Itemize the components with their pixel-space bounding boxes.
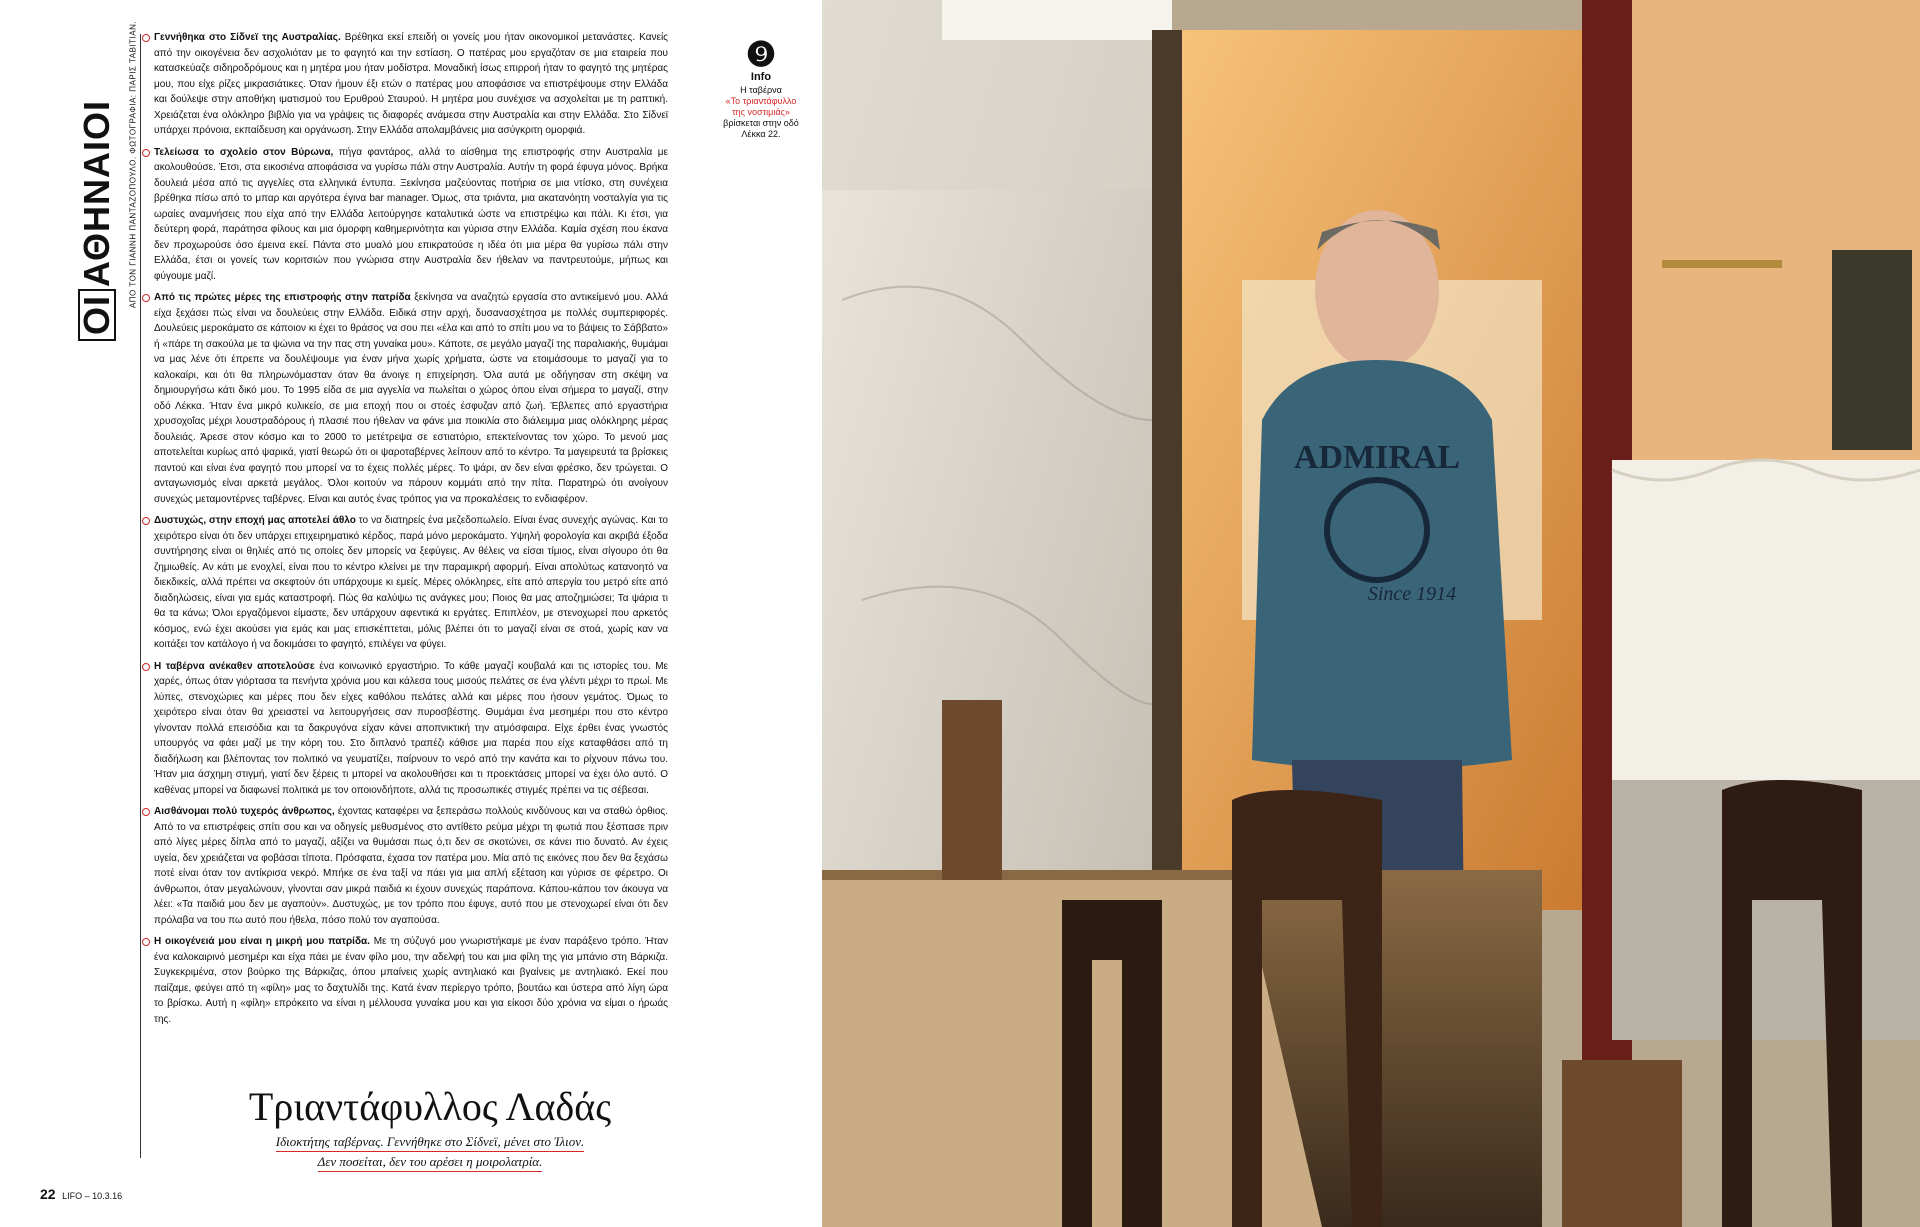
info-label: Info (750, 71, 772, 83)
profile-subtitle-1: Ιδιοκτήτης ταβέρνας. Γεννήθηκε στο Σίδνεϊ, μένει στο Ίλιον. (276, 1132, 585, 1152)
info-line2: βρίσκεται στην οδό Λέκκα 22. (723, 118, 799, 139)
bullet-icon (142, 294, 150, 302)
paragraph-text: ένα κοινωνικό εργαστήριο. Το κάθε μαγαζί κουβαλά και τις ιστορίες του. Με χαρές, όπως όταν γιόρτασα τα πενήντα χρόνια μου και κάλεσα τους μισούς πελάτες σε ένα γλέντι μέχρι το πρωί. Με λύπες, στενοχώριες και μέρες που δεν είχες καθόλου πελάτες αλλά και μέρες που ήσουν γεμάτος. Όμως το χειρότερο είναι όταν θα χρειαστεί να λειτουργήσεις σαν πυροσβέστης. Θυμάμαι ένα μεσημέρι που στο κέντρο γίνονταν πολλά επεισόδια και τα δακρυγόνα είχαν κάνει αποπνικτική την ατμόσφαιρα. Είχε έρθει ένας γνωστός υπουργός να φάει μαζί με την κόρη του. Στο διπλανό τραπέζι κάθισε μια παρέα που είχε καταφθάσει από τη διαδήλωση και βλέποντας τον πολιτικό να γευματίζει, παίρνουν το νερό από την κανάτα και το ρίχνουν πάνω του. Ήταν μια άσχημη στιγμή, γιατί δεν ξέρεις τι μπορεί να ακολουθήσει και τι προεκτάσεις μπορεί να έχει όλο αυτό. Ο καθένας μπορεί να διαφωνεί πολιτικά με τον οποιονδήποτε, αλλά τις προσωπικές στιγμές πρέπει να τις σέβεσαι. (154, 660, 668, 796)
section-title-prefix: ΟΙ (78, 289, 116, 341)
profile-name: Τριαντάφυλλος Λαδάς (248, 1084, 612, 1129)
article-body (142, 30, 668, 1033)
portrait-photo (822, 0, 1920, 1227)
issue-label: LIFO – 10.3.16 (62, 1191, 123, 1201)
section-header (62, 20, 138, 335)
paragraph-text: Βρέθηκα εκεί επειδή οι γονείς μου ήταν οικονομικοί μετανάστες. Κανείς από την οικογένεια δεν ασχολιόταν με το φαγητό και την εστίαση. Ο πατέρας μου εργαζόταν σε μια εταιρεία που κατασκεύαζε σιδηροδρόμους και η μητέρα μου ήταν μοδίστρα. Μοναδική ίσως επιρροή ήταν το φαγητό της μητέρας μου, που είχε ρίζες μικρασιάτικες. Όταν ήμουν έξι ετών ο πατέρας μου αποφάσισε να επιστρέψουμε στην Ελλάδα και δούλεψε στην αποθήκη ιματισμού του Ερυθρού Σταυρού. Η μητέρα μου συνέχισε να ασχολείται με τη ραπτική. Χρειάζεται ένα ολόκληρο βιβλίο για να γράψεις τις διαφορές ανάμεσα στην Αυστραλία και στην Ελλάδα. Στο Σίδνεϊ υπάρχει πρόνοια, εκπαίδευση και οργάνωση. Στην Ελλάδα απολαμβάνεις μια ασύγκριτη ομορφιά. (154, 32, 668, 136)
paragraph-lead: Η ταβέρνα ανέκαθεν αποτελούσε (154, 660, 315, 672)
paragraph-7 (142, 934, 668, 1027)
info-link[interactable]: «Το τριαντάφυλλο της νοστιμιάς» (725, 96, 797, 117)
paragraph-text: πήγα φαντάρος, αλλά το αίσθημα της επιστροφής στην Αυστραλία με ακολουθούσε. Έτσι, στα εικοσιένα αποφάσισα να γυρίσω πάλι στην Αυστραλία. Αυτήν τη φορά έφυγα μόνος. Βρήκα δουλειά μέσα από τις αγγελίες στα ελληνικά έντυπα. Ξεκίνησα μαζεύοντας ποτήρια σε μια ντίσκο, στη συνέχεια βρέθηκα πίσω από το μπαρ και αργότερα έγινα bar manager. Όμως, στα τριάντα, μια ακατανόητη νοσταλγία για τις ωραίες αναμνήσεις που είχα από την Ελλάδα λειτούργησε καταλυτικά ώστε να επιστρέψω και πάλι. Κι έτσι, για δεύτερη φορά, παράτησα φίλους και μια όμορφη καθημερινότητα και γύρισα στην Ελλάδα. Καμία σχέση που έκανα δεν προχωρούσε όσο έμεινα εκεί. Πάντα στο μυαλό μου επικρατούσε η ιδέα ότι μια μέρα θα γυρίσω πάλι στην Ελλάδα, έτσι οι γονείς των κοριτσιών που γνώρισα στην Αυστραλία δεν ήθελαν να παντρευτούμε, μήπως και φύγουμε μαζί. (154, 146, 669, 282)
paragraph-4 (142, 513, 668, 653)
paragraph-text: το να διατηρείς ένα μεζεδοπωλείο. Είναι ένας συνεχής αγώνας. Και το χειρότερο είναι ότι δεν υπάρχει επιχειρηματικό κέρδος, παρά μόνο μεροκάματο. Υψηλή φορολογία και ακριβά έξοδα συντήρησης είναι οι θηλιές από τις οποίες δεν μπορείς να ξεφύγεις. Αν θέλεις να είσαι τίμιος, είναι σίγουρο ότι θα ζημιωθείς. Αν κάτι με ενοχλεί, είναι που το κέντρο κλείνει με την παραμικρή αφορμή. Είναι απολύτως κατανοητό να διεκδικείς, αλλά πρέπει να σκεφτούν ότι υπάρχουμε κι εμείς. Μέρες ολόκληρες, είτε από απεργία του μετρό είτε από διαδηλώσεις, είναι για εμάς καταστροφή. Πώς θα καλύψω τις ανάγκες μου; Ποιος θα μας αποζημιώσει; Τα ψάρια τι θα τα κάνω; Όλοι εργαζόμενοι είμαστε, δεν υπάρχουν αφεντικά κι εργάτες. Επιπλέον, με στενοχωρεί που αρκετός κόσμος, ενώ έχει ακούσει για εμάς και μας επισκέπτεται, μόλις βλέπει ότι το μαγαζί είναι σε στοά, χωρίς καν να κοιτάξει τον κατάλογο ή να δοκιμάσει το φαγητό, επιλέγει να φύγει. (154, 515, 668, 650)
paragraph-lead: Τελείωσα το σχολείο στον Βύρωνα, (154, 146, 334, 158)
profile-block (200, 1082, 660, 1172)
bullet-icon (142, 808, 150, 816)
page-footer (40, 1186, 122, 1202)
paragraph-text: ξεκίνησα να αναζητώ εργασία στο αντικείμενό μου. Αλλά είχα ξεχάσει πώς είναι να δουλεύεις στην Ελλάδα. Ειδικά στην αρχή, δυσανασχέτησα με πολλές συμπεριφορές. Δουλεύεις μεροκάματο σε κάποιον κι έχει το θράσος να σου πει «έλα και από το σπίτι μου να το βάψεις το Σάββατο» ή «πάρε τη σακούλα με τα ψώνια να την πας στη γυναίκα μου». Κάποτε, σε μεγάλο μαγαζί της παραλιακής, θυμάμαι να μας λένε ότι έπρεπε να δουλέψουμε για έναν μήνα χωρίς χρήματα, ώστε να ετοιμάσουμε το μαγαζί για το καλοκαίρι, και ότι θα πληρωνόμασταν όταν θα άνοιγε η επιχείρηση. Όλα αυτά με οδήγησαν στη σκέψη να δημιουργήσω κάτι δικό μου. Το 1995 είδα σε μια αγγελία να πωλείται ο χώρος όπου είναι σήμερα το μαγαζί, στην οδό Λέκκα. Ήταν ένα μικρό κυλικείο, σε μια εποχή που οι στοές έσφυζαν από ζωή. Έβλεπες από εργαστήρια χρυσοχοΐας μέχρι λουστραδόρους ή πλασιέ που ήθελαν να φάνε μια ποικιλία στο διάλειμμα μιας ολόκληρης μέρας δουλειάς. Άρεσε στον κόσμο και το 2000 το μετέτρεψα σε εστιατόριο, επεκτείνοντας τον χώρο. Το μενού μας αποτελείται κυρίως από ψαρικά, γιατί θεωρώ ότι οι ψαροταβέρνες λείπουν από το κέντρο. Τα μαγειρευτά τα βρίσκεις παντού και είναι ένα φαγητό που μπορεί να το έχεις πολλές μέρες. Το ψάρι, αν δεν είναι φρέσκο, δεν τρώγεται. Ο ανταγωνισμός είναι αρκετά μεγάλος. Όλοι κοιτούν να πάρουν κομμάτι από την πίτα. Παρατηρώ ότι ανοίγουν συνεχώς μεταμοντέρνες ταβέρνες. Είναι και αυτός ένας τρόπος για να προκαλέσεις το ενδιαφέρον. (154, 292, 668, 505)
paragraph-1 (142, 30, 668, 139)
paragraph-text: Με τη σύζυγό μου γνωριστήκαμε με έναν παράξενο τρόπο. Ήταν ένα καλοκαιρινό μεσημέρι και είχα πάει με έναν φίλο μου, την αδελφή του και μια φίλη της για μπάνιο στη Βάρκιζα. Συγκεκριμένα, στον βούρκο της Βάρκιζας, όπου μπαίνεις χωρίς αντηλιακό και βγαίνεις με αντηλιακό. Εκεί που παίζαμε, φεύγει από τη «φίλη» μας το δαχτυλίδι της. Κατά έναν περίεργο τρόπο, βουτάω και ύστερα από λίγη ώρα το βρίσκω. Αυτή η «φίλη» επρόκειτο να είναι η μέλλουσα γυναίκα μου και για είκοσι δύο χρόνια να είμαι ο ήρωάς της. (154, 936, 669, 1025)
bullet-icon (142, 663, 150, 671)
paragraph-5 (142, 659, 668, 799)
paragraph-lead: Δυστυχώς, στην εποχή μας αποτελεί άθλο (154, 515, 356, 526)
page-number: 22 (40, 1186, 56, 1202)
photo-illustration (822, 0, 1920, 1227)
hoodie-text: ADMIRAL (1293, 439, 1461, 476)
bullet-icon (142, 149, 150, 157)
article-page (0, 0, 822, 1227)
section-title (77, 15, 117, 341)
paragraph-text: έχοντας καταφέρει να ξεπεράσω πολλούς κινδύνους και να σταθώ όρθιος. Από το να επιστρέφεις σπίτι σου και να οδηγείς μεθυσμένος στο αντίθετο ρεύμα μέχρι τη φωτιά που ξέσπασε πριν από λίγες μέρες δίπλα από το μαγαζί, αξίζει να θυμάσαι πως ό,τι δεν σε σκοτώνει, σε κάνει πιο δυνατό. Αν έχεις υγεία, δεν χρειάζεται να φοβάσαι τίποτα. Πρόσφατα, έχασα τον πατέρα μου. Μία από τις εικόνες που δεν θα ξεχάσω ποτέ είναι όταν τον αντίκρισα νεκρό. Μπήκε σε ένα ταξί να πάει για μια απλή εξέταση και γύρισε σε φέρετρο. Οι άνθρωποι, όταν μεγαλώνουν, γίνονται σαν μικρά παιδιά κι έχουν συνεχώς παράπονα. Κάπου-κάπου τον άκουγα να λέει: «Τα παιδιά μου δεν με αγαπούν». Δυστυχώς, με τον τρόπο που έφυγε, αυτό που με στενοχωρεί είναι ότι δεν πρόλαβα να του πω αυτό που ήθελα, πόσο πολύ τον αγαπούσα. (154, 806, 669, 926)
paragraph-lead: Από τις πρώτες μέρες της επιστροφής στην πατρίδα (154, 292, 411, 303)
bullet-icon (142, 517, 150, 525)
paragraph-lead: Γεννήθηκα στο Σίδνεϊ της Αυστραλίας. (154, 32, 341, 43)
section-title-main: ΑΘΗΝΑΙΟΙ (76, 99, 117, 287)
info-icon: ❾ (745, 37, 777, 74)
credits: ΑΠΟ ΤΟΝ ΓΙΑΝΝΗ ΠΑΝΤΑΖΟΠΟΥΛΟ. ΦΩΤΟΓΡΑΦΙΑ: ΠΑΡΙΣ ΤΑΒΙΤΙΑΝ. (128, 20, 138, 309)
bullet-icon (142, 938, 150, 946)
paragraph-lead: Η οικογένειά μου είναι η μικρή μου πατρίδα. (154, 936, 370, 947)
paragraph-lead: Αισθάνομαι πολύ τυχερός άνθρωπος, (154, 806, 335, 817)
info-box (720, 37, 802, 140)
bullet-icon (142, 34, 150, 42)
profile-subtitle-2: Δεν ποσείται, δεν του αρέσει η μοιρολατρία. (318, 1152, 543, 1172)
paragraph-2 (142, 145, 668, 285)
paragraph-6 (142, 804, 668, 928)
hoodie-subtext: Since 1914 (1367, 583, 1457, 605)
paragraph-3 (142, 290, 668, 507)
column-divider (140, 34, 141, 1158)
info-line1: Η ταβέρνα (740, 85, 782, 95)
menu-holder (942, 700, 1002, 880)
